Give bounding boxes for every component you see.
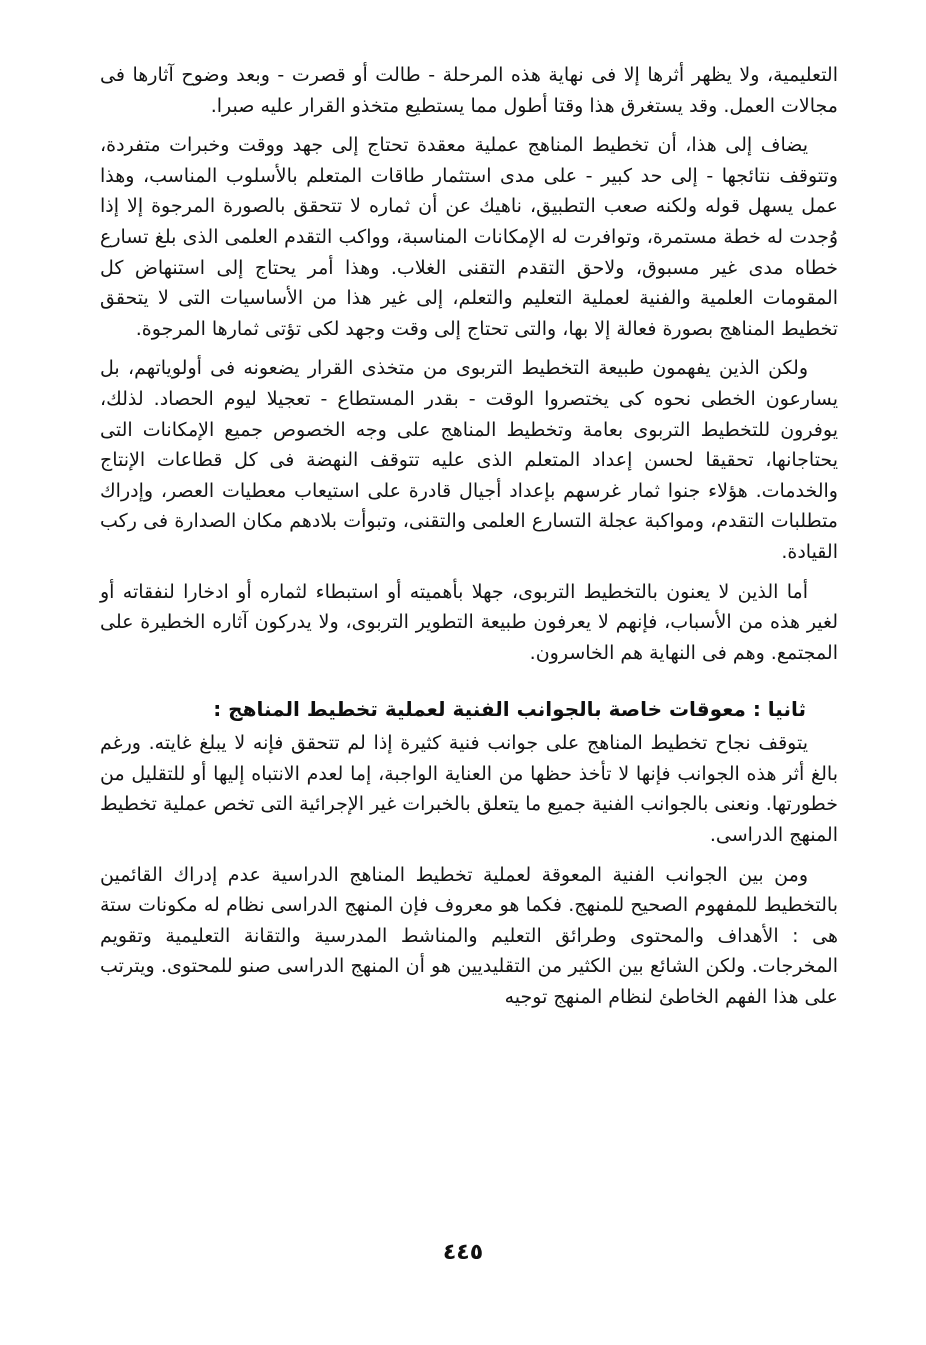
paragraph-curriculum-concept: ومن بين الجوانب الفنية المعوقة لعملية تخطيط المناهج الدراسية عدم إدراك القائمين بالتخطيط للمفهوم الصحيح للمنهج. فكما هو معروف فإن المنهج الدراسى نظام له مكونات ستة هى : الأهداف والمحتوى وطرائق التعليم والمناشط المدرسية والتقانة التعليمية وتقويم المخرجات. ولكن الشائع بين الكثير من التقليديين هو أن المنهج الدراسى صنو للمحتوى. ويترتب على هذا الفهم الخاطئ لنظام المنهج توجيه — [100, 863, 838, 1009]
paragraph-curriculum-complexity: يضاف إلى هذا، أن تخطيط المناهج عملية معقدة تحتاج إلى جهد ووقت وخبرات متفردة، وتتوقف نتائجها - إلى حد كبير - على مدى استثمار طاقات المتعلم بالأسلوب المناسب، وهذا عمل يسهل قوله ولكنه صعب التطبيق، ناهيك عن أن ثماره لا تتحقق بالصورة المرجوة إلا إذا وُجدت له خطة مستمرة، وتوافرت له الإمكانات المناسبة، وواكب التقدم العلمى الذى بلغ تسارع خطاه مدى غير مسبوق، ولاحق التقدم التقنى الغلاب. وهذا أمر يحتاج إلى استنهاض كل المقومات العلمية والفنية لعملية التعليم والتعلم، إلى غير هذا من الأساسيات التى لا يتحقق تخطيط المناهج بصورة فعالة إلا بها، والتى تحتاج إلى وقت وجهد لكى تؤتى ثمارها المرجوة. — [100, 134, 838, 340]
paragraph-decision-makers: ولكن الذين يفهمون طبيعة التخطيط التربوى من متخذى القرار يضعونه فى أولوياتهم، بل يسارعون الخطى نحوه كى يختصروا الوقت - بقدر المستطاع - تعجيلا ليوم الحصاد. لذلك، يوفرون للتخطيط التربوى بعامة وتخطيط المناهج على وجه الخصوص جميع الإمكانات التى يحتاجانها، تحقيقا لحسن إعداد المتعلم الذى عليه تتوقف النهضة فى كل قطاعات الإنتاج والخدمات. هؤلاء جنوا ثمار غرسهم بإعداد أجيال قادرة على استيعاب معطيات العصر، وإدراك متطلبات التقدم، ومواكبة عجلة التسارع العلمى والتقنى، وتبوأت بلادهم مكان الصدارة فى ركب القيادة. — [100, 357, 838, 563]
paragraph-technical-aspects: يتوقف نجاح تخطيط المناهج على جوانب فنية كثيرة إذا لم تتحقق فإنه لا يبلغ غايته. ورغم بالغ أثر هذه الجوانب فإنها لا تأخذ حظها من العناية الواجبة، إما لعدم الانتباه إليها أو للتقليل من خطورتها. ونعنى بالجوانب الفنية جميع ما يتعلق بالخبرات غير الإجرائية التى تخص عملية تخطيط المنهج الدراسى. — [100, 732, 838, 847]
page-body — [100, 60, 838, 1022]
page-number: ٤٤٥ — [442, 1240, 484, 1265]
section-heading: ثانيا : معوقات خاصة بالجوانب الفنية لعملية تخطيط المناهج : — [213, 697, 806, 722]
paragraph-continuation: التعليمية، ولا يظهر أثرها إلا فى نهاية هذه المرحلة - طالت أو قصرت - وبعد وضوح آثارها فى مجالات العمل. وقد يستغرق هذا وقتا أطول مما يستطيع متخذو القرار عليه صبرا. — [100, 64, 838, 117]
paragraph-neglect-planning: أما الذين لا يعنون بالتخطيط التربوى، جهلا بأهميته أو استبطاء لثماره أو ادخارا لنفقاته أو لغير هذه من الأسباب، فإنهم لا يعرفون طبيعة التطوير التربوى، ولا يدركون آثاره الخطيرة على المجتمع. وهم فى النهاية هم الخاسرون. — [100, 580, 838, 664]
